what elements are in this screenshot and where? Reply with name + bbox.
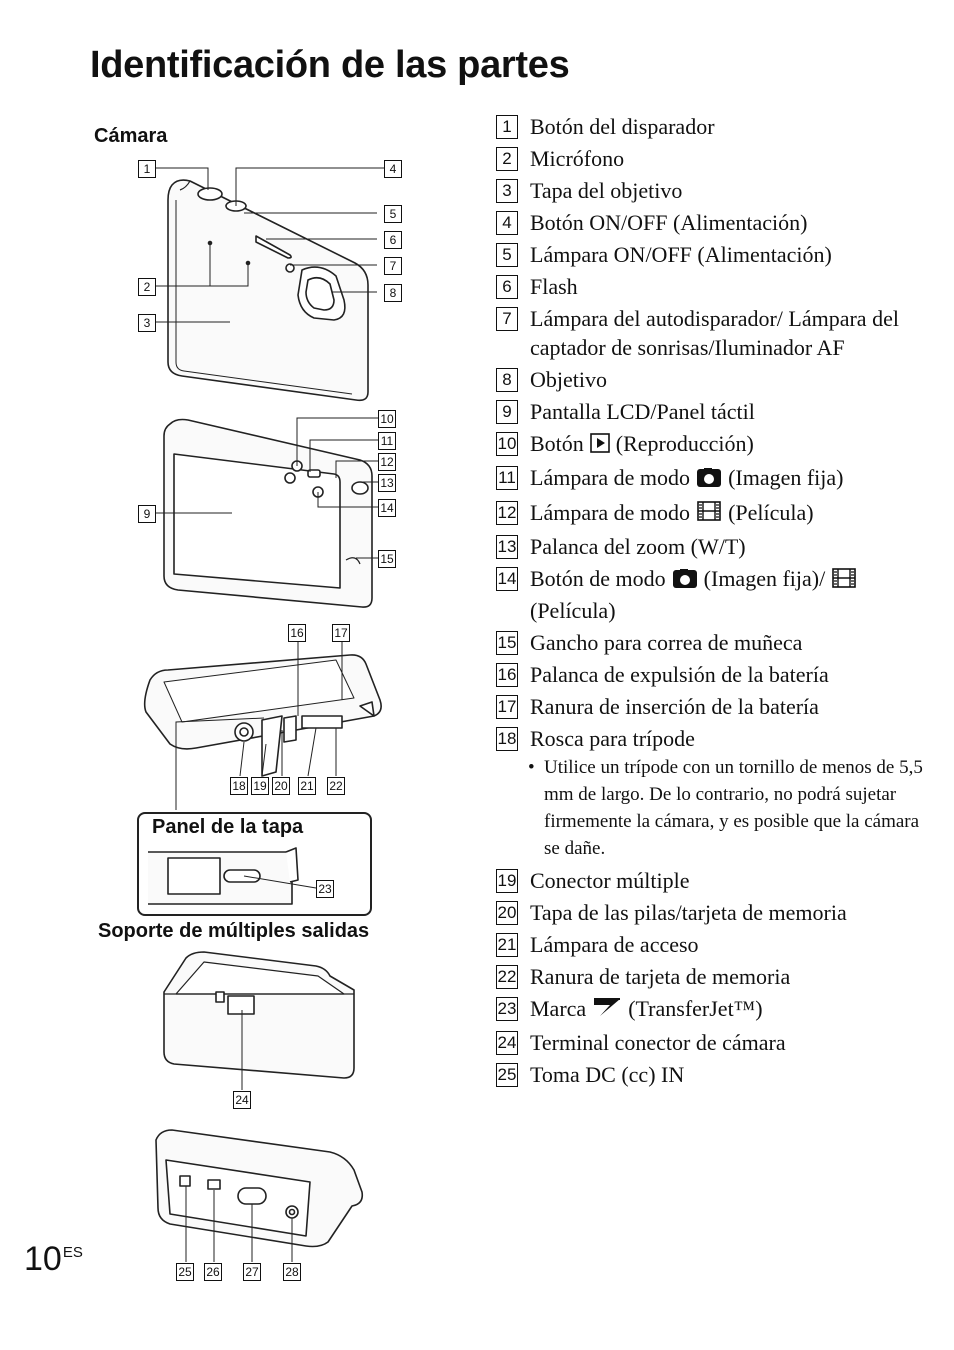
- part-description: [530, 930, 936, 959]
- part-item-3: [496, 176, 936, 205]
- part-item-22: [496, 962, 936, 991]
- callout-4: 4: [384, 160, 402, 178]
- part-text: Lámpara de acceso: [530, 931, 699, 957]
- part-description: [530, 1060, 936, 1089]
- part-number-badge: 24: [496, 1031, 518, 1055]
- callout-5: 5: [384, 205, 402, 223]
- part-description: [530, 365, 936, 394]
- part-text: Palanca del zoom (W/T): [530, 534, 746, 560]
- callout-9: 9: [138, 505, 156, 523]
- part-text: Pantalla LCD/Panel táctil: [530, 399, 755, 424]
- part-description: [530, 463, 936, 494]
- transferjet-icon: [592, 996, 622, 1025]
- part-text: Micrófono: [530, 146, 625, 171]
- part-number-badge: 14: [496, 567, 518, 591]
- callout-20: 20: [272, 777, 290, 795]
- part-description: [530, 429, 936, 460]
- part-text: Tapa del objetivo: [530, 178, 683, 203]
- part-description: [530, 898, 936, 927]
- part-item-19: [496, 866, 936, 895]
- part-item-18: [496, 724, 936, 753]
- page-number: [24, 1240, 83, 1279]
- movie-icon: [831, 567, 857, 596]
- part-text: (TransferJet™): [628, 995, 763, 1021]
- part-description: [530, 1028, 936, 1057]
- callout-28: 28: [283, 1263, 301, 1281]
- part-item-23: [496, 994, 936, 1025]
- part-item-6: [496, 272, 936, 301]
- part-item-11: [496, 463, 936, 494]
- part-text: Marca: [530, 995, 587, 1021]
- callout-19: 19: [251, 777, 269, 795]
- part-text: Tapa de las pilas/tarjeta de memoria: [530, 899, 847, 925]
- part-number-badge: 13: [496, 535, 518, 559]
- part-item-16: [496, 660, 936, 689]
- part-item-5: [496, 240, 936, 269]
- dock-back-drawing: [156, 1130, 362, 1247]
- page-language-suffix: ES: [62, 1244, 83, 1261]
- camera-icon: [696, 466, 722, 495]
- bullet-icon: •: [528, 756, 535, 778]
- part-item-4: [496, 208, 936, 237]
- part-description: [530, 628, 936, 657]
- callout-16: 16: [288, 624, 306, 642]
- part-description: [530, 498, 936, 529]
- page-title: Identificación de las partes: [90, 44, 570, 86]
- callout-24: 24: [233, 1091, 251, 1109]
- part-number-badge: 2: [496, 147, 518, 171]
- part-description: [530, 724, 936, 753]
- part-description: [530, 564, 936, 624]
- callout-12: 12: [378, 453, 396, 471]
- part-text: Botón del disparador: [530, 114, 715, 139]
- part-description: [530, 240, 936, 269]
- part-item-7: [496, 304, 936, 362]
- part-text: Lámpara del autodisparador/ Lámpara del captador de sonrisas/Iluminador AF: [530, 306, 899, 360]
- part-text: Botón: [530, 431, 584, 456]
- part-item-2: [496, 144, 936, 173]
- part-text: Botón de modo: [530, 566, 666, 592]
- callout-23: 23: [316, 880, 334, 898]
- dock-section-label: Soporte de múltiples salidas: [98, 920, 370, 942]
- cover-panel-label: Panel de la tapa: [152, 816, 304, 838]
- part-text: (Reproducción): [615, 431, 754, 456]
- part-item-20: [496, 898, 936, 927]
- part-description: [530, 397, 936, 426]
- part-text: Botón ON/OFF (Alimentación): [530, 210, 808, 235]
- part-description: [530, 112, 936, 141]
- part-number-badge: 5: [496, 243, 518, 267]
- part-number-badge: 11: [496, 466, 518, 490]
- part-number-badge: 22: [496, 965, 518, 989]
- part-description: [530, 962, 936, 991]
- callout-17: 17: [332, 624, 350, 642]
- camera-icon: [672, 567, 698, 596]
- play-icon: [590, 431, 610, 460]
- part-description: [530, 994, 936, 1025]
- part-description: [530, 866, 936, 895]
- part-text: Lámpara de modo: [530, 465, 691, 491]
- part-text: Ranura de tarjeta de memoria: [530, 963, 791, 989]
- part-number-badge: 16: [496, 663, 518, 687]
- part-description: [530, 660, 936, 689]
- part-number-badge: 12: [496, 501, 518, 525]
- part-text: (Imagen fija)/: [703, 566, 826, 592]
- part-number-badge: 20: [496, 901, 518, 925]
- part-item-1: [496, 112, 936, 141]
- part-description: [530, 208, 936, 237]
- callout-6: 6: [384, 231, 402, 249]
- part-description: [530, 272, 936, 301]
- callout-15: 15: [378, 550, 396, 568]
- part-item-24: [496, 1028, 936, 1057]
- part-number-badge: 10: [496, 432, 518, 456]
- dock-top-drawing: [164, 952, 354, 1078]
- part-item-17: [496, 692, 936, 721]
- part-number-badge: 15: [496, 631, 518, 655]
- part-number-badge: 7: [496, 307, 518, 331]
- part-item-8: [496, 365, 936, 394]
- part-note: [528, 754, 936, 862]
- movie-icon: [696, 500, 722, 529]
- part-item-9: [496, 397, 936, 426]
- part-note-text: Utilice un trípode con un tornillo de menos de 5,5 mm de largo. De lo contrario, no podrá sujetar firmemente la cámara, y es posible que la cámara se dañe.: [544, 756, 923, 859]
- part-item-14: [496, 564, 936, 624]
- part-number-badge: 3: [496, 179, 518, 203]
- part-number-badge: 17: [496, 695, 518, 719]
- part-text: Rosca para trípode: [530, 725, 695, 751]
- part-text: Terminal conector de cámara: [530, 1030, 786, 1056]
- part-text: (Película): [728, 499, 814, 525]
- callout-18: 18: [230, 777, 248, 795]
- callout-21: 21: [298, 777, 316, 795]
- callout-26: 26: [204, 1263, 222, 1281]
- part-text: Palanca de expulsión de la batería: [530, 661, 829, 687]
- camera-bottom-drawing: [145, 655, 381, 776]
- callout-25: 25: [176, 1263, 194, 1281]
- parts-list: [496, 112, 936, 1092]
- callout-3: 3: [138, 314, 156, 332]
- part-description: [530, 144, 936, 173]
- part-text: Conector múltiple: [530, 867, 690, 893]
- part-number-badge: 9: [496, 400, 518, 424]
- part-item-12: [496, 498, 936, 529]
- part-text: Lámpara ON/OFF (Alimentación): [530, 242, 832, 267]
- callout-8: 8: [384, 284, 402, 302]
- part-text: (Película): [530, 597, 616, 623]
- part-number-badge: 23: [496, 997, 518, 1021]
- part-text: Objetivo: [530, 367, 607, 392]
- part-description: [530, 304, 936, 362]
- part-number-badge: 6: [496, 275, 518, 299]
- callout-27: 27: [243, 1263, 261, 1281]
- part-number-badge: 8: [496, 368, 518, 392]
- part-item-21: [496, 930, 936, 959]
- part-number-badge: 18: [496, 727, 518, 751]
- part-item-25: [496, 1060, 936, 1089]
- callout-10: 10: [378, 410, 396, 428]
- part-text: Toma DC (cc) IN: [530, 1062, 685, 1088]
- callout-11: 11: [378, 432, 396, 450]
- callout-7: 7: [384, 257, 402, 275]
- part-item-10: [496, 429, 936, 460]
- part-description: [530, 176, 936, 205]
- part-text: Ranura de inserción de la batería: [530, 693, 819, 719]
- part-item-13: [496, 532, 936, 561]
- part-text: Lámpara de modo: [530, 499, 691, 525]
- callout-2: 2: [138, 278, 156, 296]
- part-number-badge: 25: [496, 1063, 518, 1087]
- part-description: [530, 532, 936, 561]
- part-number-badge: 4: [496, 211, 518, 235]
- callout-22: 22: [327, 777, 345, 795]
- part-description: [530, 692, 936, 721]
- part-number-badge: 19: [496, 869, 518, 893]
- part-text: Gancho para correa de muñeca: [530, 629, 803, 655]
- page-number-value: 10: [24, 1240, 62, 1278]
- part-text: Flash: [530, 274, 578, 299]
- callout-13: 13: [378, 474, 396, 492]
- callout-14: 14: [378, 499, 396, 517]
- camera-section-label: Cámara: [94, 125, 168, 147]
- part-item-15: [496, 628, 936, 657]
- callout-1: 1: [138, 160, 156, 178]
- part-number-badge: 1: [496, 115, 518, 139]
- part-text: (Imagen fija): [728, 465, 844, 491]
- part-number-badge: 21: [496, 933, 518, 957]
